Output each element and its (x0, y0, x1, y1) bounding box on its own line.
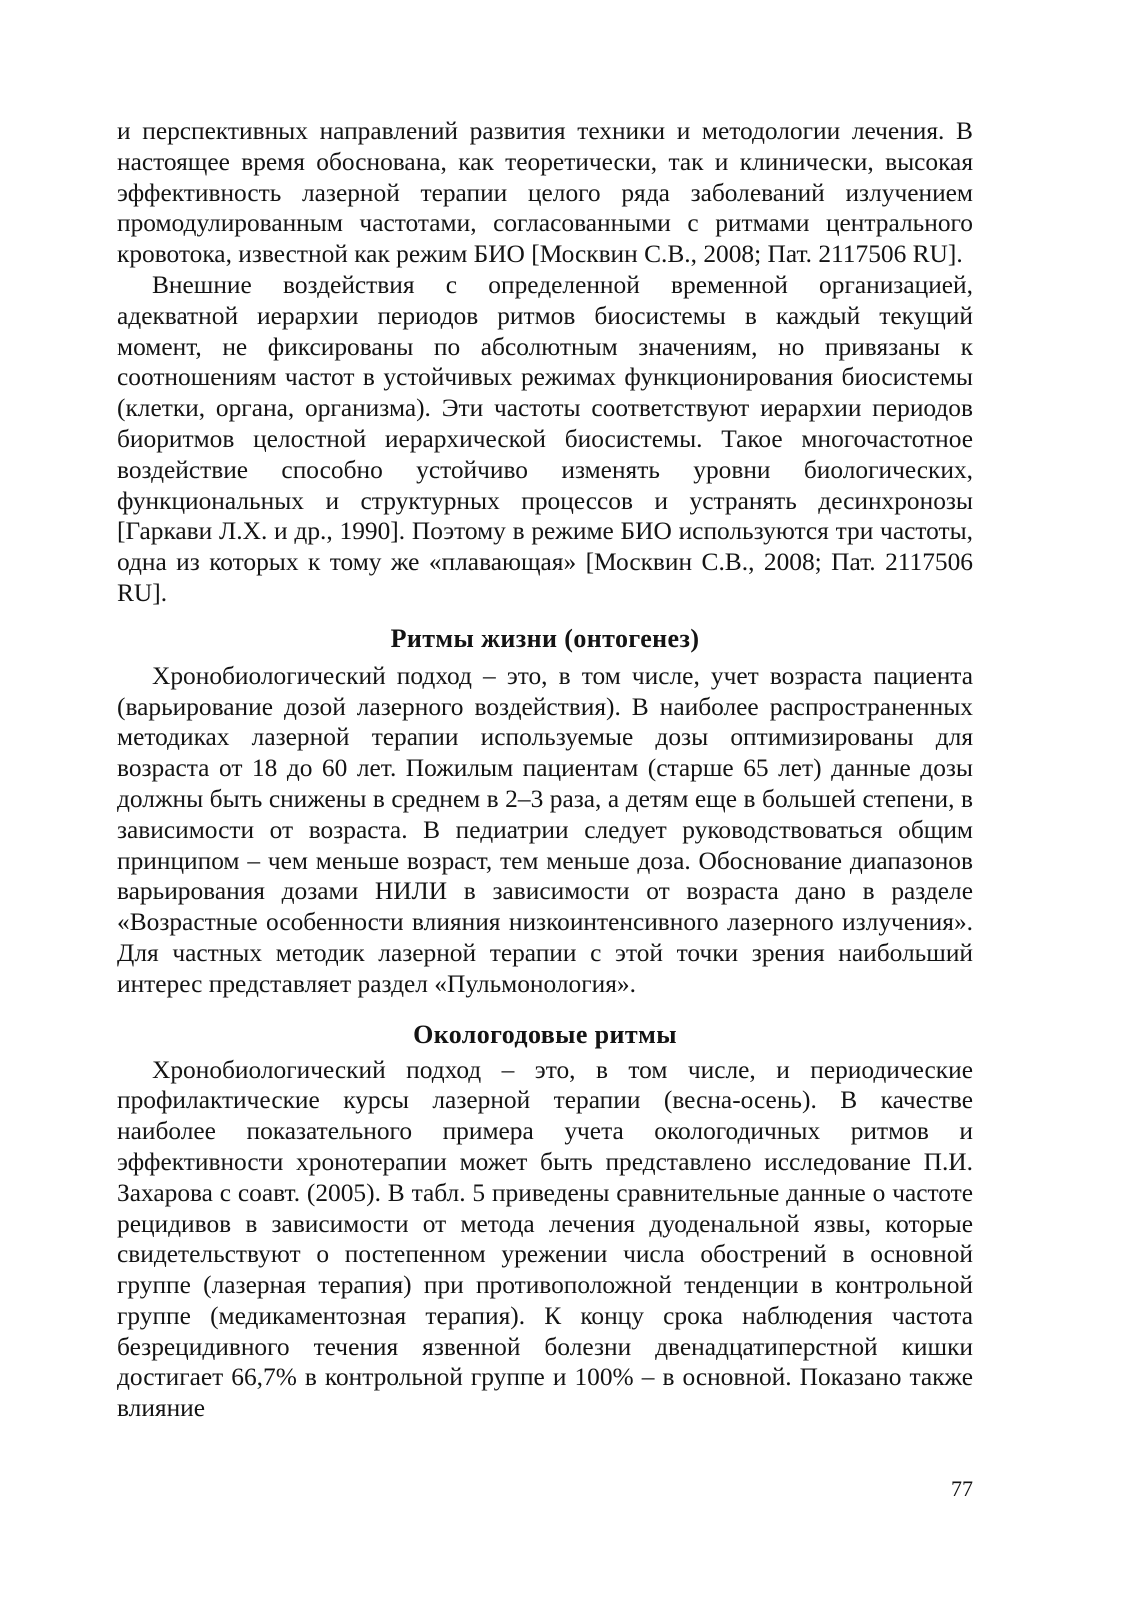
paragraph-continuation: и перспективных направлений развития техники и методологии лечения. В настоящее время обоснована, как теоретически, так и клинически, высокая эффективность лазерной терапии целого ряда заболеваний излучением промодулированным частотами, согласованными с ритмами центрального кровотока, известной как режим БИО [Москвин С.В., 2008; Пат. 2117506 RU]. (117, 117, 973, 269)
page-body (117, 116, 973, 1424)
paragraph-annual-rhythms: Хронобиологический подход – это, в том числе, и периодические профилактические курсы лазерной терапии (весна-осень). В качестве наиболее показательного примера учета окологодичных ритмов и эффективности хронотерапии может быть представлено исследование П.И. Захарова с соавт. (2005). В табл. 5 приведены сравнительные данные о частоте рецидивов в зависимости от метода лечения дуоденальной язвы, которые свидетельствуют о постепенном урежении числа обострений в основной группе (лазерная терапия) при противоположной тенденции в контрольной группе (медикаментозная терапия). К концу срока наблюдения частота безрецидивного течения язвенной болезни двенадцатиперстной кишки достигает 66,7% в контрольной группе и 100% – в основной. Показано также влияние (117, 1055, 973, 1423)
paragraph-external-influences: Внешние воздействия с определенной временной организацией, адекватной иерархии периодов ритмов биосистемы в каждый текущий момент, не фиксированы по абсолютным значениям, но привязаны к соотношениям частот в устойчивых режимах функционирования биосистемы (клетки, органа, организма). Эти частоты соответствуют иерархии периодов биоритмов целостной иерархической биосистемы. Такое многочастотное воздействие способно устойчиво изменять уровни биологических, функциональных и структурных процессов и устранять десинхронозы [Гаркави Л.Х. и др., 1990]. Поэтому в режиме БИО используются три частоты, одна из которых к тому же «плавающая» [Москвин С.В., 2008; Пат. 2117506 RU]. (117, 270, 973, 607)
section-heading-life-rhythms: Ритмы жизни (онтогенез) (390, 623, 700, 653)
section-heading-annual-rhythms: Окологодовые ритмы (413, 1019, 677, 1049)
paragraph-ontogenesis: Хронобиологический подход – это, в том числе, учет возраста пациента (варьирование дозой лазерного воздействия). В наиболее распространенных методиках лазерной терапии используемые дозы оптимизированы для возраста от 18 до 60 лет. Пожилым пациентам (старше 65 лет) данные дозы должны быть снижены в среднем в 2–3 раза, а детям еще в большей степени, в зависимости от возраста. В педиатрии следует руководствоваться общим принципом – чем меньше возраст, тем меньше доза. Обоснование диапазонов варьирования дозами НИЛИ в зависимости от возраста дано в разделе «Возрастные особенности влияния низкоинтенсивного лазерного излучения». Для частных методик лазерной терапии с этой точки зрения наибольший интерес представляет раздел «Пульмонология». (117, 661, 973, 998)
page-number: 77 (951, 1476, 973, 1501)
